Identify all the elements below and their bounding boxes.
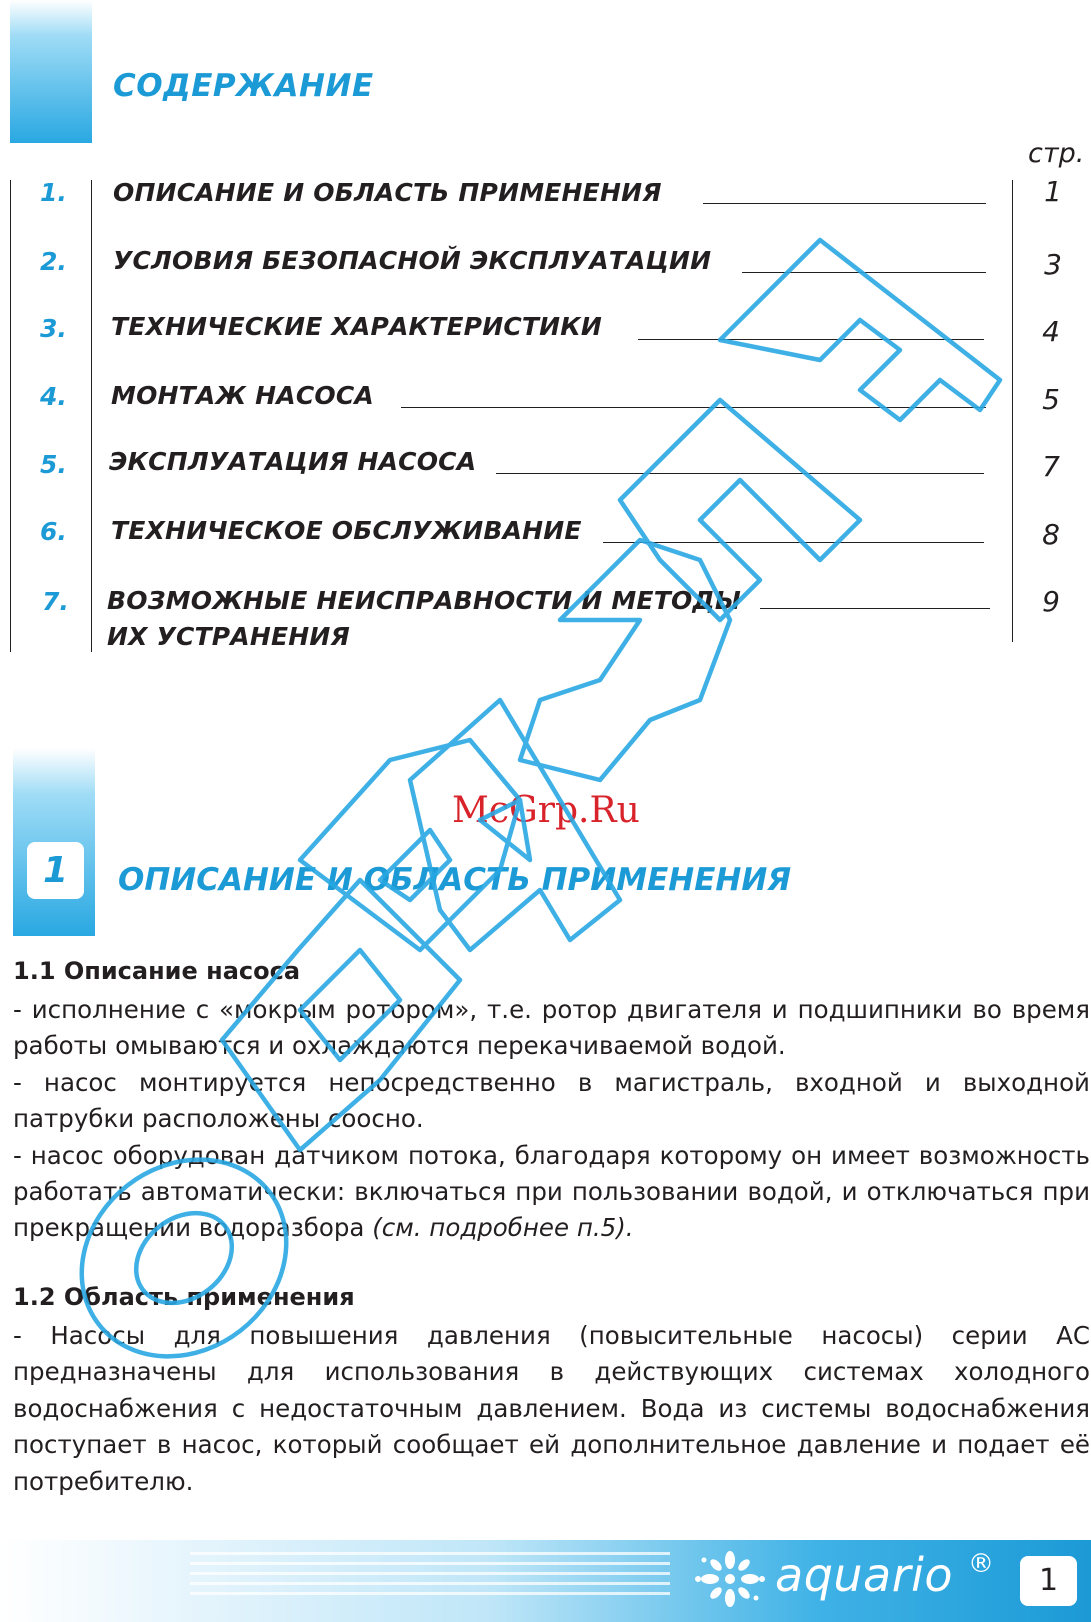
footer-stripe [190,1552,670,1555]
paragraph: - Насосы для повышения давления (повысительные насосы) серии АС предназначены для использования в действующих системах холодного водоснабжения с недостаточным давлением. Вода из системы водоснабжения поступает в насос, который сообщает ей дополнительное давление и подает её потребителю. [13,1321,1090,1496]
subsection-body [13,992,1090,1247]
toc-item-number: 2. [40,247,67,276]
toc-item-number: 3. [40,314,67,343]
toc-leader-line [760,608,990,609]
toc-item-number: 5. [40,450,67,479]
toc-item-page: 4 [1042,315,1060,348]
brand-name: aquario [775,1548,954,1602]
toc-item-number: 1. [40,178,67,207]
toc-item-page: 3 [1044,248,1062,281]
subsection-body [13,1318,1090,1500]
toc-page-rule [1012,180,1013,642]
section-title: ОПИСАНИЕ И ОБЛАСТЬ ПРИМЕНЕНИЯ [118,862,792,898]
toc-leader-line [603,542,984,543]
footer-stripe [190,1572,670,1575]
paragraph: - исполнение с «мокрым ротором», т.е. ротор двигателя и подшипники во время работы омываются и охлаждаются перекачиваемой водой. [13,995,1090,1061]
paragraph: - насос монтируется непосредственно в магистраль, входной и выходной патрубки расположены соосно. [13,1067,1090,1134]
toc-item-page: 7 [1042,450,1060,483]
toc-left-rule [10,180,11,652]
paragraph-text: - насос оборудован датчиком потока, благодаря которому он имеет возможность работать автоматически: включаться при пользовании водой, и отключаться при прекращении водоразбора [13,1140,1090,1243]
stamp-letter-p [300,740,520,950]
aquario-splash-logo-icon [690,1548,770,1610]
toc-item-title-line2: ИХ УСТРАНЕНИЯ [107,622,350,651]
toc-number-rule [91,180,92,652]
toc-leader-line [401,407,986,408]
toc-leader-line [703,203,986,204]
paragraph [13,1138,1090,1247]
toc-item-page: 9 [1042,585,1060,618]
registered-mark: ® [968,1549,994,1579]
toc-item-title: ТЕХНИЧЕСКИЕ ХАРАКТЕРИСТИКИ [111,312,603,341]
footer-stripe [190,1562,670,1565]
toc-item-title: УСЛОВИЯ БЕЗОПАСНОЙ ЭКСПЛУАТАЦИИ [113,246,712,275]
toc-leader-line [742,272,986,273]
toc-item-title: ЭКСПЛУАТАЦИЯ НАСОСА [109,447,477,476]
toc-item-page: 1 [1044,175,1062,208]
toc-item-number: 4. [40,382,67,411]
toc-item-title: МОНТАЖ НАСОСА [111,381,374,410]
subsection-heading: 1.2 Область применения [13,1283,355,1311]
toc-leader-line [496,473,984,474]
stamp-letter-ts [720,240,1000,420]
toc-item-page: 8 [1042,518,1060,551]
watermark-site-text: McGrp.Ru [452,790,640,831]
toc-item-title: ТЕХНИЧЕСКОЕ ОБСЛУЖИВАНИЕ [111,516,582,545]
toc-item-number: 7. [42,587,69,616]
contents-header-bar [10,0,92,143]
contents-page-label: стр. [1028,138,1085,169]
footer-stripe [190,1592,670,1595]
toc-leader-line [638,339,984,340]
toc-item-title: ОПИСАНИЕ И ОБЛАСТЬ ПРИМЕНЕНИЯ [113,178,662,207]
section-number-badge: 1 [27,842,84,899]
toc-item-title: ВОЗМОЖНЫЕ НЕИСПРАВНОСТИ И МЕТОДЫ [107,586,741,615]
footer-stripe [190,1582,670,1585]
page-number: 1 [1020,1556,1077,1606]
contents-title: СОДЕРЖАНИЕ [113,68,374,104]
toc-item-page: 5 [1042,383,1060,416]
subsection-heading: 1.1 Описание насоса [13,957,301,985]
toc-item-number: 6. [40,517,67,546]
stamp-letter-z [520,540,730,780]
paragraph-note: (см. подробнее п.5). [372,1213,634,1243]
